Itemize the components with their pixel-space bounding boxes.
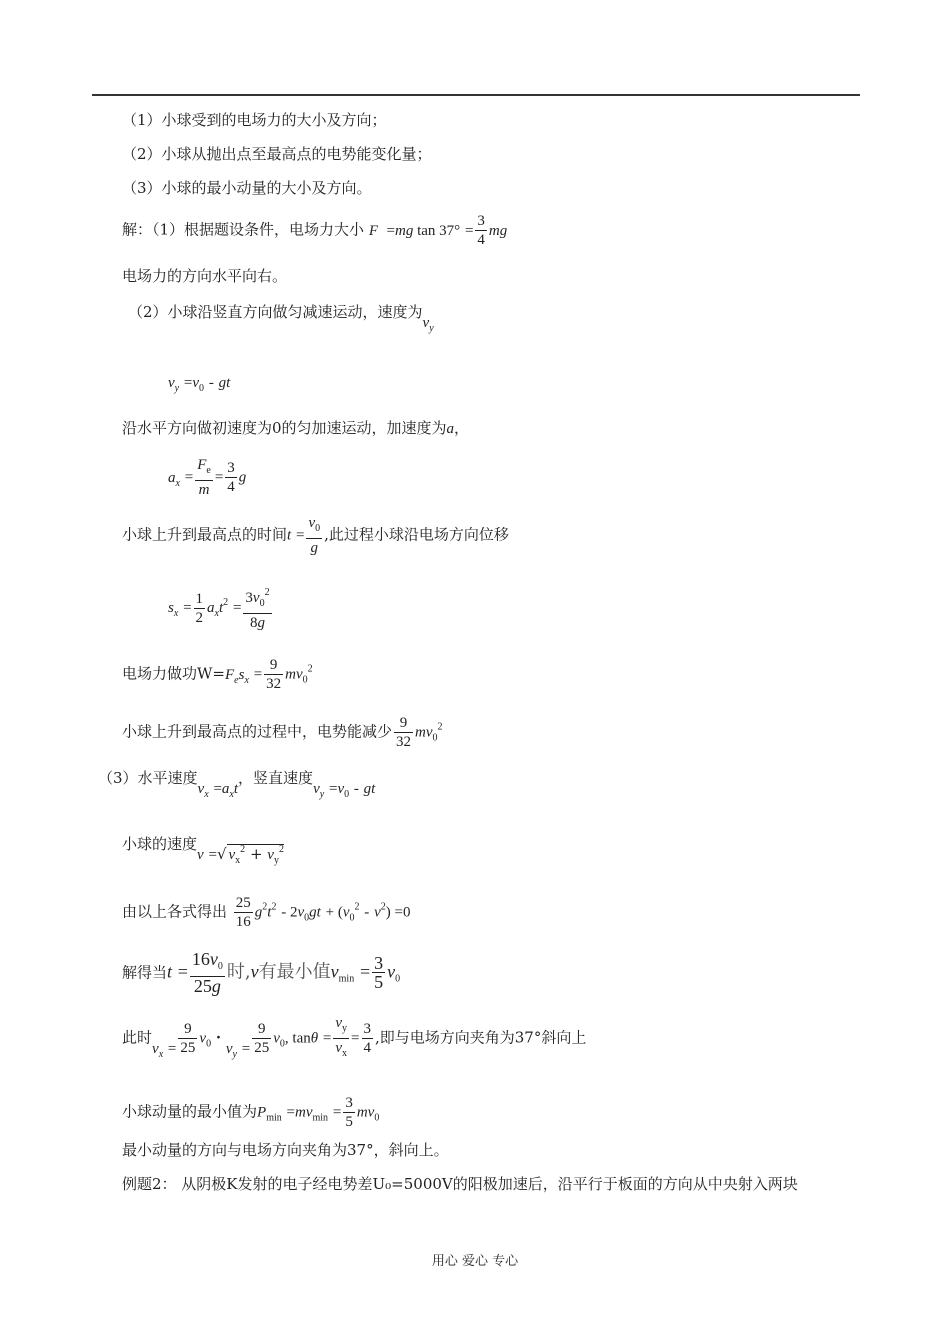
velocity-components: 此时$v_x$ = $\frac{9}{25}$ $v_0 \cdot v_y$ = $\frac{9}{25}$ $v_0$, tanθ = $\frac{v_y}{v_x}$ = $\frac{3}{4}$ ,即与电场方向夹角为37°斜向上	[122, 1015, 587, 1060]
rise-time-suffix: ,此过程小球沿电场方向位移	[324, 525, 509, 544]
angle-text: ,即与电场方向夹角为37°斜向上	[375, 1028, 587, 1047]
formula-ax: $a_x$ = $\frac{F_e}{m}$ = $\frac{3}{4}$ g	[168, 457, 247, 498]
header-rule	[92, 94, 860, 96]
solve-text: 解得当	[122, 963, 168, 982]
minimum-speed: 解得当t = $\frac{16v_0}{25g}$ 时,v有最小值$v_{min}$ = $\frac{3}{5}$ $v_0$	[122, 949, 401, 996]
ball-speed-text: 小球的速度	[122, 835, 198, 853]
horizontal-motion-text: 沿水平方向做初速度为0的匀加速运动，加速度为	[122, 419, 447, 437]
field-work-text: 电场力做功W=	[122, 664, 225, 683]
formula-f: F =mg tan 37° = $\frac{3}{4}$ mg	[368, 213, 508, 248]
page-footer: 用心 爱心 专心	[431, 1254, 519, 1269]
solution-part1	[122, 212, 507, 249]
rise-time: 小球上升到最高点的时间t = $\frac{v_0}{g}$ ,此过程小球沿电场方向位移	[122, 515, 509, 556]
field-work: 电场力做功$W=F_es_x$ = $\frac{9}{32}$ $mv_0^2$	[122, 657, 313, 692]
horizontal-motion: 沿水平方向做初速度为0的匀加速运动，加速度为a，	[122, 419, 470, 437]
derived-equation-text: 由以上各式得出	[122, 902, 228, 921]
symbol-vy: $v_y$	[422, 315, 434, 334]
question-3: （3）小球的最小动量的大小及方向。	[122, 179, 372, 197]
solution-part3: （3）水平速度$v_x =a_xt$，竖直速度$v_y =v_0$ - gt	[98, 769, 376, 800]
when-text: 时,	[226, 961, 251, 983]
ball-speed: 小球的速度v =√ $v_x^2 + v_y^2$	[122, 835, 284, 866]
minimum-momentum-text: 小球动量的最小值为	[122, 1102, 258, 1121]
formula-vy: $v_y =v_0$ - gt	[168, 375, 231, 394]
derived-equation: 由以上各式得出 $\frac{25}{16}$ $g^2t^2 - 2v_0gt + (v_0^2 - v^2) =0$	[122, 895, 411, 930]
horizontal-speed-text: （3）水平速度	[98, 769, 198, 787]
solution-part2-text: （2）小球沿竖直方向做匀减速运动，速度为	[128, 303, 423, 321]
minimum-momentum: 小球动量的最小值为$P_{min} =mv_{min}$ = $\frac{3}{5}$ $mv_0$	[122, 1095, 380, 1130]
potential-energy-decrease: 小球上升到最高点的过程中，电势能减少 $\frac{9}{32}$ $mv_0^2$	[122, 715, 443, 750]
example-2: 例题2： 从阴极K发射的电子经电势差U₀=5000V的阳极加速后，沿平行于板面的方向从中央射入两块	[122, 1175, 798, 1193]
momentum-direction: 最小动量的方向与电场方向夹角为37°，斜向上。	[122, 1141, 449, 1159]
solution-part2	[128, 302, 434, 334]
this-moment-text: 此时	[122, 1028, 153, 1047]
question-2: （2）小球从抛出点至最高点的电势能变化量；	[122, 145, 432, 163]
field-direction: 电场力的方向水平向右。	[122, 267, 288, 285]
rise-time-text: 小球上升到最高点的时间	[122, 525, 288, 544]
question-1: （1）小球受到的电场力的大小及方向；	[122, 111, 387, 129]
formula-sx: $s_x$ = $\frac{1}{2}$ $a_xt^2$ = $\frac{3v_0^2}{8g}$	[168, 584, 274, 632]
vertical-speed-text: ，竖直速度	[238, 769, 314, 787]
potential-energy-text: 小球上升到最高点的过程中，电势能减少	[122, 722, 393, 741]
solution-part1-text: 解：（1）根据题设条件，电场力大小	[122, 220, 365, 239]
min-value-text: 有最小值	[258, 961, 331, 983]
